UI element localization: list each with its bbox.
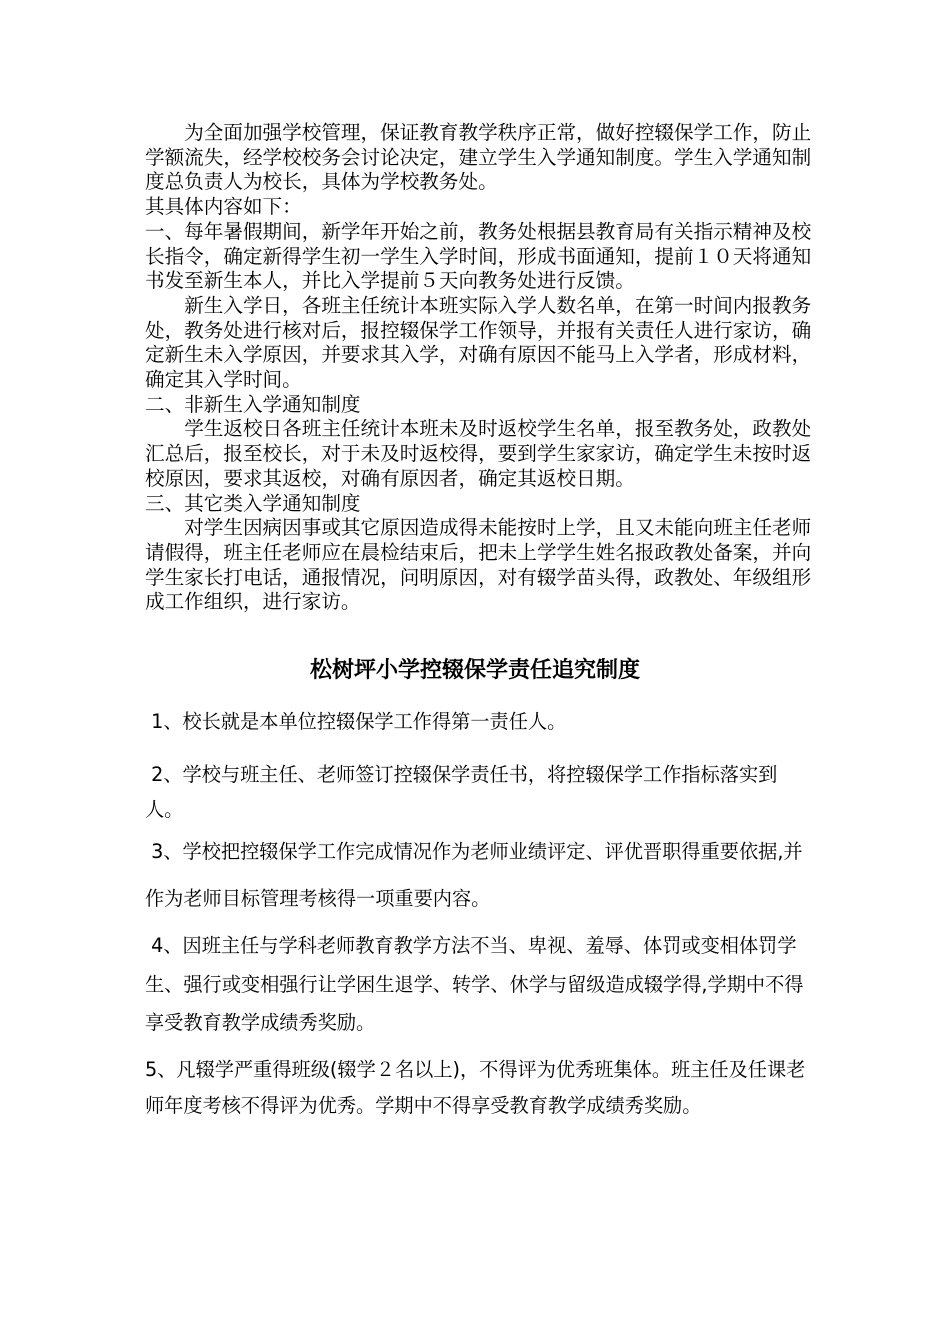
rule-item-3: 3、学校把控辍保学工作完成情况作为老师业绩评定、评优晋职得重要依据,并作为老师目标管理考核得一项重要内容。: [145, 840, 803, 910]
returning-student-paragraph: 学生返校日各班主任统计本班未及时返校学生名单，报至教务处，政教处汇总后，报至校长，对于未及时返校得，要到学生家家访，确定学生未按时返校原因，要求其返校，对确有原因者，确定其返校日期。: [145, 417, 812, 490]
new-student-paragraph: 新生入学日，各班主任统计本班实际入学人数名单，在第一时间内报教务处，教务处进行核对后，报控辍保学工作领导，并报有关责任人进行家访，确定新生未入学原因，并要求其入学，对确有原因不能马上入学者，形成材料，确定其入学时间。: [145, 293, 812, 392]
section-one-paragraph: 一、每年暑假期间，新学年开始之前，教务处根据县教育局有关指示精神及校长指令，确定新得学生初一学生入学时间，形成书面通知，提前１０天将通知书发至新生本人，并比入学提前５天向教务处进行反馈。: [145, 219, 812, 293]
rule-item-4: 4、因班主任与学科老师教育教学方法不当、卑视、羞辱、体罚或变相体罚学生、强行或变相强行让学困生退学、转学、休学与留级造成辍学得,学期中不得享受教育教学成绩秀奖励。: [145, 934, 804, 1034]
intro-section: [145, 121, 815, 615]
section-two-heading: 二、非新生入学通知制度: [145, 392, 361, 416]
intro-paragraph: 为全面加强学校管理，保证教育教学秩序正常，做好控辍保学工作，防止学额流失，经学校校务会讨论决定，建立学生入学通知制度。学生入学通知制度总负责人为校长，具体为学校教务处。: [145, 121, 812, 194]
document-title: 松树坪小学控辍保学责任追究制度: [309, 658, 640, 683]
rule-item-2: 2、学校与班主任、老师签订控辍保学责任书，将控辍保学工作指标落实到人。: [145, 763, 778, 821]
section-three-heading: 三、其它类入学通知制度: [145, 491, 361, 515]
content-lead-line: 其具体内容如下：: [145, 195, 302, 219]
other-cases-paragraph: 对学生因病因事或其它原因造成得未能按时上学，且又未能向班主任老师请假得，班主任老师应在晨检结束后，把未上学学生姓名报政教处备案，并向学生家长打电话，通报情况，问明原因，对有辍学苗头得，政教处、年级组形成工作组织，进行家访。: [145, 516, 812, 614]
rule-item-5: 5、凡辍学严重得班级(辍学２名以上)，不得评为优秀班集体。班主任及任课老师年度考核不得评为优秀。学期中不得享受教育教学成绩秀奖励。: [145, 1058, 806, 1117]
rule-item-1: 1、校长就是本单位控辍保学工作得第一责任人。: [145, 710, 567, 733]
